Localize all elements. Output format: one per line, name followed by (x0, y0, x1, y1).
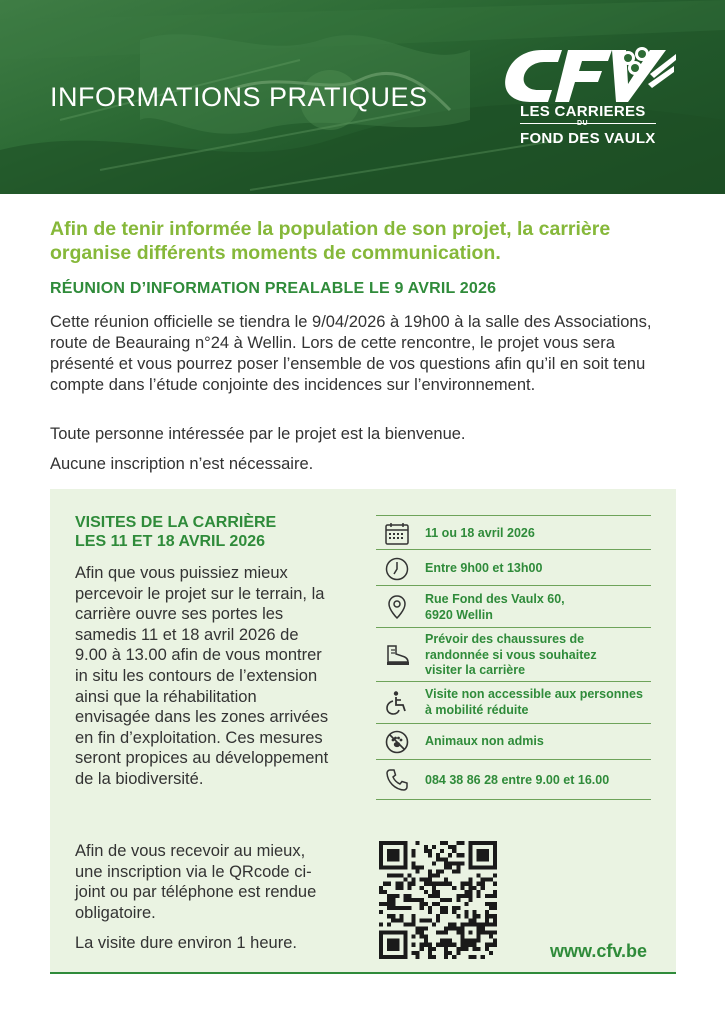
info-address-text: Rue Fond des Vaulx 60, 6920 Wellin (425, 592, 565, 622)
reunion-paragraph: Cette réunion officielle se tiendra le 9/04/2026 à 19h00 à la salle des Associations, route de Beauraing n°24 à Wellin. Lors de cette rencontre, le projet vous sera présenté et vous pourrez poser l’ensemble de vos questions afin qu’il en soit tenu compte dans l’étude conjointe des incidences sur l’environnement. (50, 313, 652, 394)
qr-code[interactable] (379, 841, 497, 959)
phone-icon (384, 767, 410, 793)
cfv-logo-mark (500, 44, 680, 104)
page-title: INFORMATIONS PRATIQUES (50, 82, 428, 112)
visits-duration-text: La visite dure environ 1 heure. (75, 934, 297, 952)
info-list-divider (376, 799, 651, 800)
reunion-no-registration-text: Aucune inscription n’est nécessaire. (50, 455, 314, 473)
hiking-boot-icon (384, 642, 410, 668)
visits-description: Afin que vous puissiez mieux percevoir le projet sur le terrain, la carrière ouvre ses portes les samedis 11 et 18 avril 2026 de 9.00 à 13.00 afin de vous montrer in situ les contours de l’extension ainsi que la réhabilitation envisagée dans les zones arrivées en fin d’exploitation. Ces mesures seront propices au développement de la biodiversité. (75, 564, 329, 788)
info-time-text: Entre 9h00 et 13h00 (425, 561, 543, 575)
info-row-address (376, 585, 651, 627)
visits-heading-line1: VISITES DE LA CARRIÈRE (75, 514, 277, 531)
info-animals-text: Animaux non admis (425, 734, 544, 748)
reunion-welcome-text: Toute personne intéressée par le projet est la bienvenue. (50, 425, 466, 443)
info-shoes-text: Prévoir des chaussures de randonnée si vous souhaitez visiter la carrière (425, 632, 597, 677)
logo-text-line1: LES CARRIERES (520, 103, 646, 120)
visits-heading-line2: LES 11 ET 18 AVRIL 2026 (75, 533, 266, 550)
wheelchair-icon (384, 690, 410, 716)
info-row-time (376, 549, 651, 585)
location-pin-icon (384, 594, 410, 620)
cfv-logo (500, 44, 680, 154)
info-row-phone (376, 759, 651, 799)
intro-text: Afin de tenir informée la population de son projet, la carrière organise différents moments de communication. (50, 218, 611, 264)
info-row-shoes (376, 627, 651, 681)
logo-text-line2: FOND DES VAULX (520, 130, 656, 147)
info-row-accessibility (376, 681, 651, 723)
panel-bottom-rule (50, 972, 676, 974)
visits-panel (50, 489, 676, 973)
header-banner (0, 0, 725, 194)
clock-icon (384, 556, 410, 582)
visits-heading (75, 513, 276, 551)
no-animals-icon (384, 729, 410, 755)
visits-registration-text: Afin de vous recevoir au mieux, une inscription via le QRcode ci-joint ou par téléphone est rendue obligatoire. (75, 842, 317, 922)
info-date-text: 11 ou 18 avril 2026 (425, 526, 535, 540)
info-accessibility-text: Visite non accessible aux personnes à mobilité réduite (425, 687, 643, 717)
website-link[interactable]: www.cfv.be (550, 941, 648, 961)
info-row-date (376, 515, 651, 549)
info-row-animals (376, 723, 651, 759)
logo-text-du: DU (577, 120, 589, 127)
calendar-icon (384, 521, 410, 547)
info-phone-text: 084 38 86 28 entre 9.00 et 16.00 (425, 773, 610, 787)
reunion-heading: RÉUNION D’INFORMATION PREALABLE LE 9 AVRIL 2026 (50, 280, 497, 297)
